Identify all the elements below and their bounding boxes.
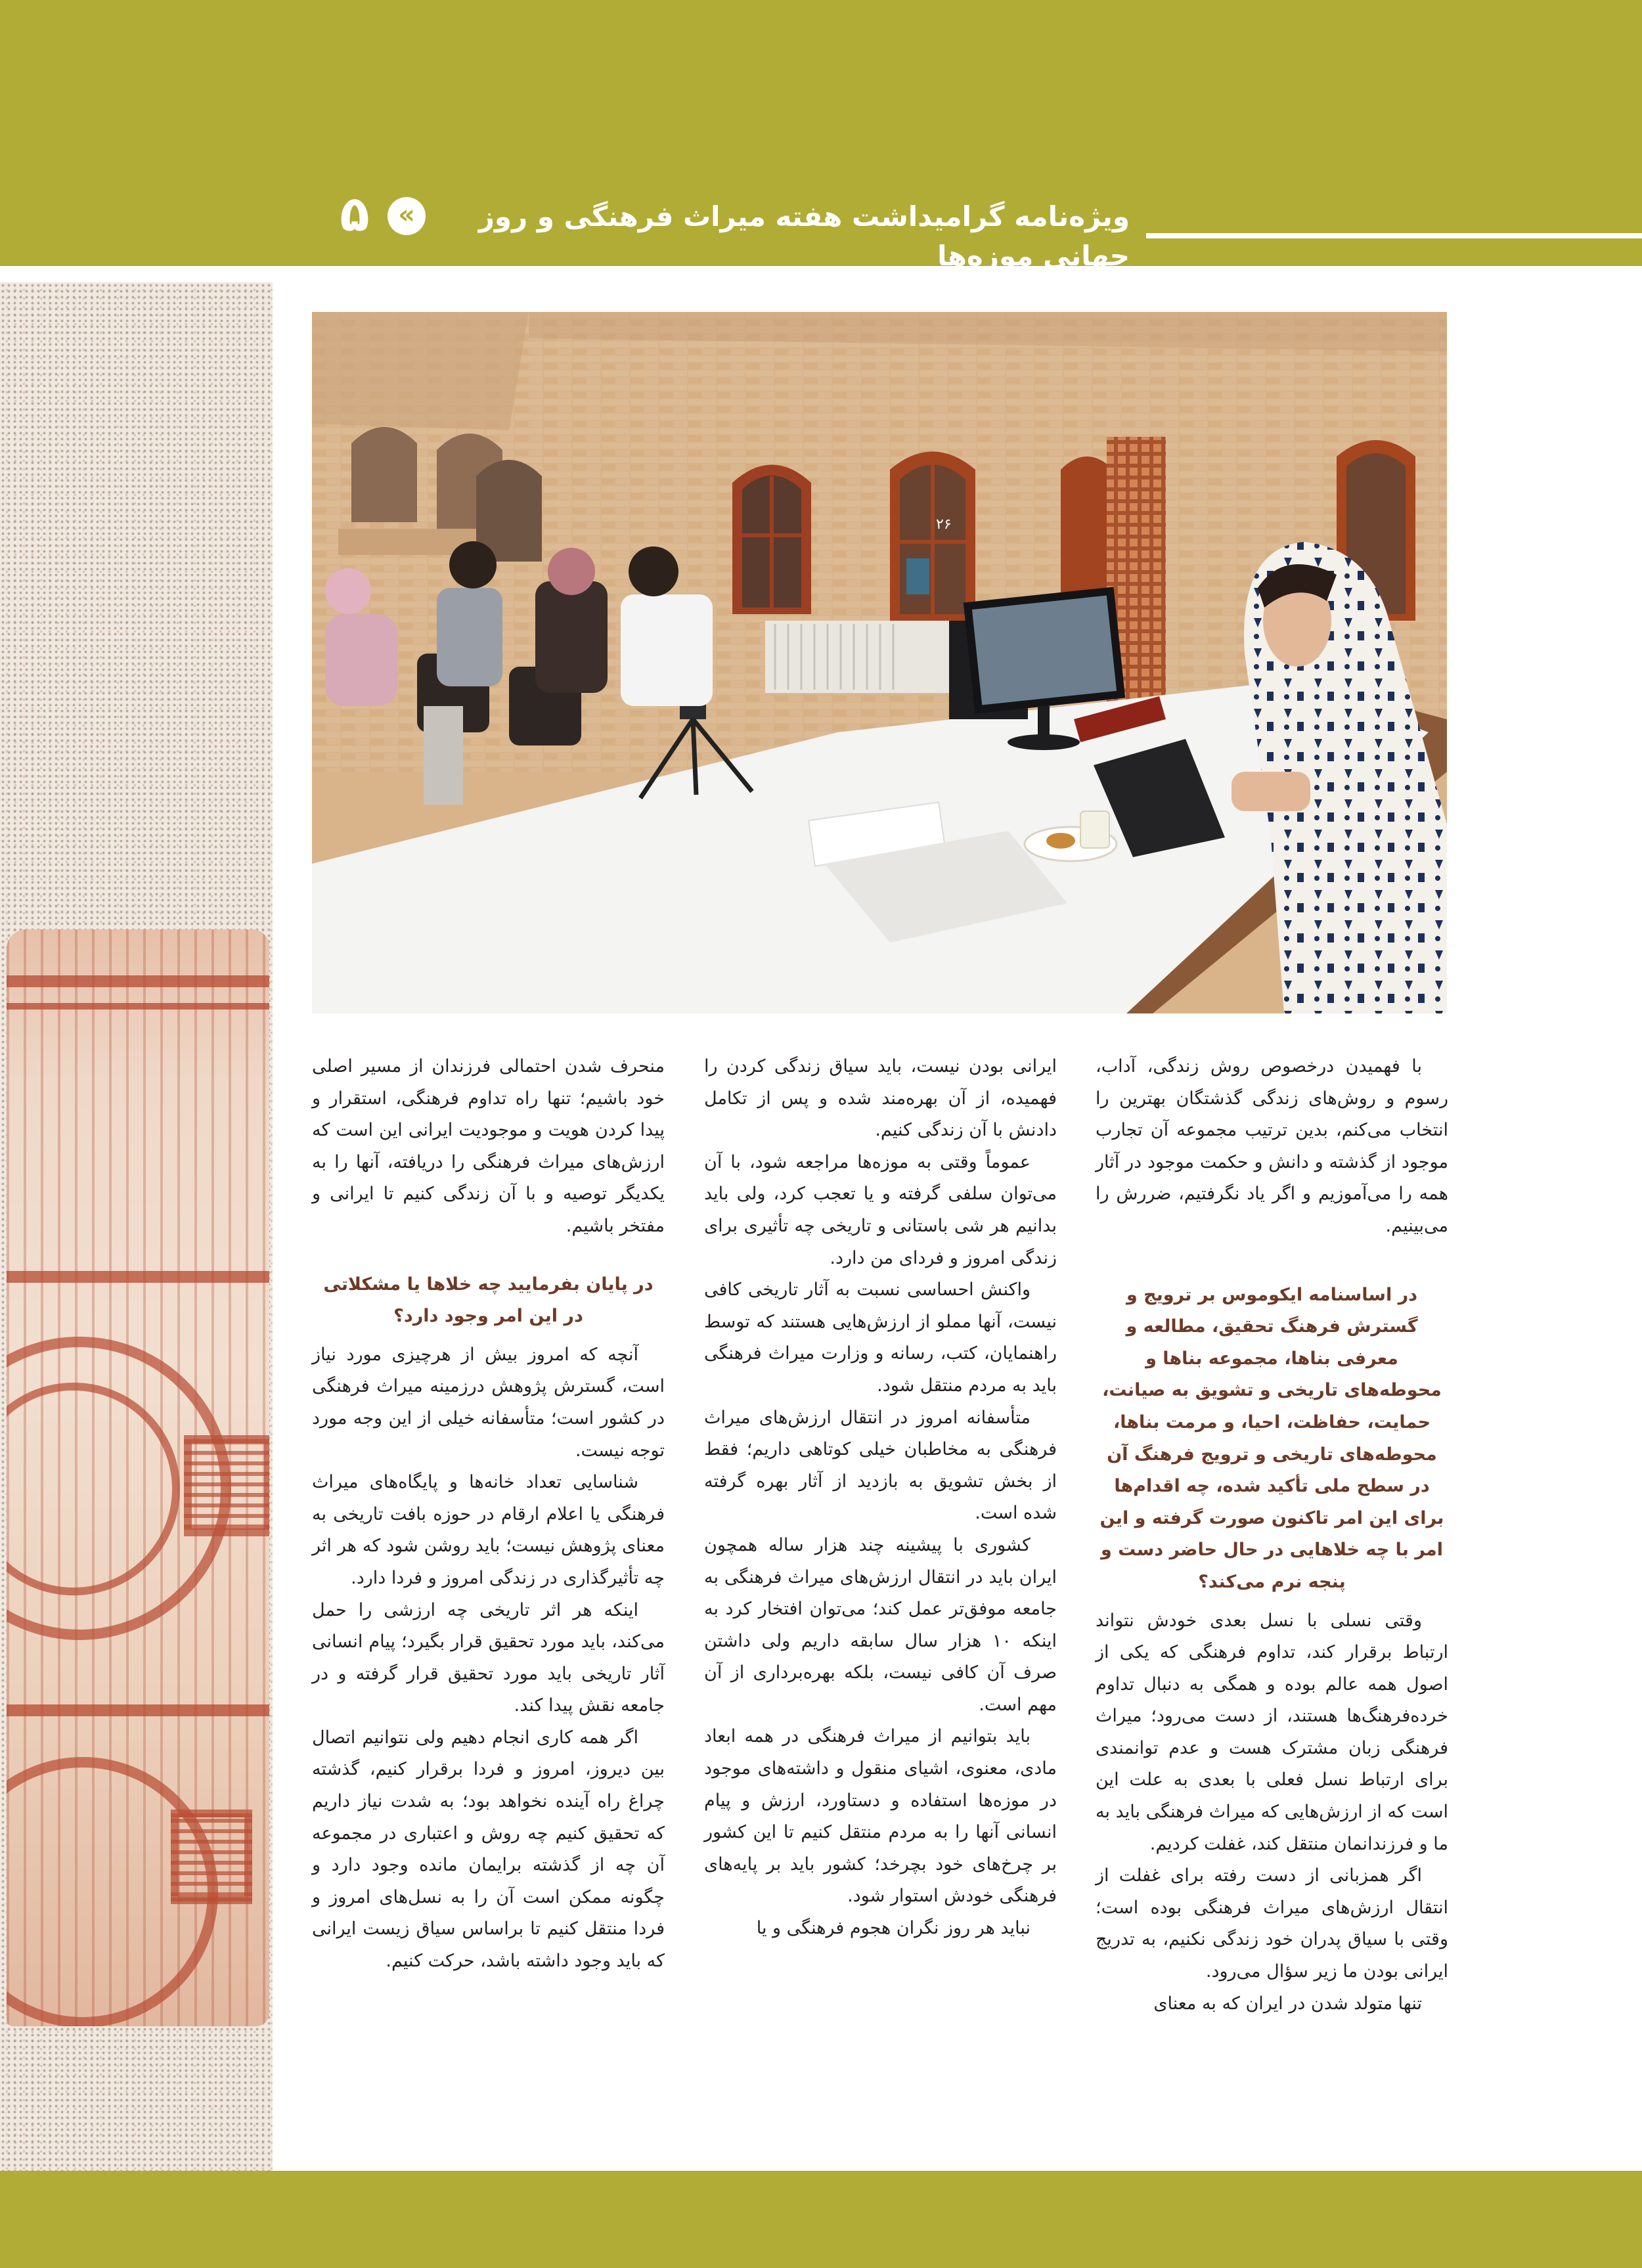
paragraph: شناسایی تعداد خانه‌ها و پایگاه‌های میراث فرهنگی یا اعلام ارقام در حوزه بافت تاریخی به معنای پژوهش نیست؛ باید روشن شود که هر اثر چه تأثیرگذاری در زندگی امروز و فردا دارد. [312, 1472, 665, 1588]
article-column-middle [704, 1051, 1057, 1945]
paragraph: نباید هر روز نگران هجوم فرهنگی و یا [756, 1918, 1031, 1939]
paragraph: وقتی نسلی با نسل بعدی خودش نتواند ارتباط برقرار کند، تداوم فرهنگی که یکی از اصول همه عالم بوده و همگی به دنبال تداوم خرده‌فرهنگ‌ها هستند، از دست می‌رود؛ میراث فرهنگی زبان مشترک هست و عدم توانمندی برای ارتباط نسل فعلی با بعدی به علت این است که از ارزش‌هایی که میراث فرهنگی باید به ما و فرزندانمان منتقل کند، غفلت کردیم. [1096, 1610, 1448, 1854]
pottery-vase-image [7, 929, 269, 2026]
room-sign: ۲۶ [936, 516, 952, 533]
page-title: ویژه‌نامه گرامیداشت هفته میراث فرهنگی و روز جهانی موزه‌ها [478, 200, 1130, 272]
museum-workshop-photo [312, 312, 1447, 1013]
paragraph: باید بتوانیم از میراث فرهنگی در همه ابعاد مادی، معنوی، اشیای منقول و داشته‌های موجود در موزه‌ها استفاده و دستاورد، ارزش و پیام انسانی آنها را به مردم منتقل کنیم تا این کشور بر چرخ‌های خود بچرخد؛ کشور باید بر پایه‌های فرهنگی خودش استوار شود. [704, 1726, 1057, 1907]
header-rule [1146, 233, 1642, 238]
paragraph: واکنش احساسی نسبت به آثار تاریخی کافی نیست، آنها مملو از ارزش‌هایی هستند که توسط راهنمایان، کتب، رسانه و وزارت میراث فرهنگی باید به مردم منتقل شود. [704, 1279, 1057, 1396]
paragraph: اینکه هر اثر تاریخی چه ارزشی را حمل می‌کند، باید مورد تحقیق قرار بگیرد؛ پیام انسانی آثار تاریخی باید مورد تحقیق قرار گرفته و در جامعه نقش پیدا کند. [312, 1599, 665, 1716]
paragraph: ایرانی بودن نیست، باید سیاق زندگی کردن را فهمیده، از آن بهره‌مند شده و پس از تکامل دادنش با آن زندگی کنیم. [704, 1056, 1057, 1141]
article-column-left [312, 1051, 665, 1978]
paragraph: تنها متولد شدن در ایران که به معنای [1153, 1993, 1422, 2014]
paragraph: متأسفانه امروز در انتقال ارزش‌های میراث فرهنگی به مخاطبان خیلی کوتاهی داریم؛ فقط از بخش تشویق به بازدید از آثار بهره گرفته شده است. [704, 1407, 1057, 1524]
paragraph: اگر همه کاری انجام دهیم ولی نتوانیم اتصال بین دیروز، امروز و فردا برقرار کنیم، گذشته چراغ راه آینده نخواهد بود؛ به شدت نیاز داریم که تحقیق کنیم چه روش و اعتباری در مجموعه آن چه از گذشته برایمان مانده وجود دارد و چگونه ممکن است آن را به نسل‌های امروز و فردا منتقل کنیم تا براساس سیاق زیست ایرانی که باید وجود داشته باشد، حرکت کنیم. [312, 1727, 665, 1972]
interview-question: در اساسنامه ایکوموس بر ترویج و گسترش فرهنگ تحقیق، مطالعه و معرفی بناها، مجموعه بناها و محوطه‌های تاریخی و تشویق به صیانت، حمایت، حفاظت، احیا، و مرمت بناها، محوطه‌های تاریخی و ترویج فرهنگ آن در سطح ملی تأکید شده، چه اقدام‌ها برای این امر تاکنون صورت گرفته و این امر با چه خلاهایی در حال حاضر دست و پنجه نرم می‌کند؟ [1099, 1284, 1444, 1592]
paragraph: اگر همزبانی از دست رفته برای غفلت از انتقال ارزش‌های میراث فرهنگی بوده است؛ وقتی با سیاق پدران خود زندگی نکنیم، به تدریج ایرانی بودن ما زیر سؤال می‌رود. [1096, 1865, 1448, 1982]
paragraph: عموماً وقتی به موزه‌ها مراجعه شود، با آن می‌توان سلفی گرفته و یا تعجب کرد، ولی باید بدانیم هر شی باستانی و تاریخی چه تأثیری برای زندگی امروز و فردای من دارد. [704, 1151, 1057, 1268]
main-photo [312, 312, 1447, 1013]
paragraph: منحرف شدن احتمالی فرزندان از مسیر اصلی خود باشیم؛ تنها راه تداوم فرهنگی، استقرار و پیدا کردن هویت و موجودیت ایرانی این است که ارزش‌های میراث فرهنگی را دریافته، آنها را به یکدیگر توصیه و با آن زندگی کنیم تا ایرانی و مفتخر باشیم. [312, 1056, 665, 1236]
footer-band [0, 2171, 1642, 2268]
paragraph: آنچه که امروز بیش از هرچیزی مورد نیاز است، گسترش پژوهش درزمینه میراث فرهنگی در کشور است؛ متأسفانه خیلی از این وجه مورد توجه نیست. [312, 1344, 665, 1461]
interview-question: در پایان بفرمایید چه خلاها یا مشکلاتی در این امر وجود دارد؟ [323, 1274, 654, 1327]
double-chevron-left-icon: « [388, 197, 426, 235]
paragraph: کشوری با پیشینه چند هزار ساله همچون ایران باید در انتقال ارزش‌های میراث فرهنگی به جامعه موفق‌تر عمل کند؛ می‌توان افتخار کرد به اینکه ۱۰ هزار سال سابقه داریم ولی داشتن صرف آن کافی نیست، بلکه بهره‌برداری از آن مهم است. [704, 1534, 1057, 1715]
article-column-right [1096, 1051, 1448, 2020]
page-number: ۵ [340, 186, 370, 242]
paragraph: با فهمیدن درخصوص روش زندگی، آداب، رسوم و روش‌های زندگی گذشتگان بهترین را انتخاب می‌کنم، بدین ترتیب مجموعه آن تجارب موجود از گذشته و دانش و حکمت موجود در آثار همه را می‌آموزیم و اگر یاد نگرفتیم، ضررش را می‌بینیم. [1096, 1056, 1448, 1236]
